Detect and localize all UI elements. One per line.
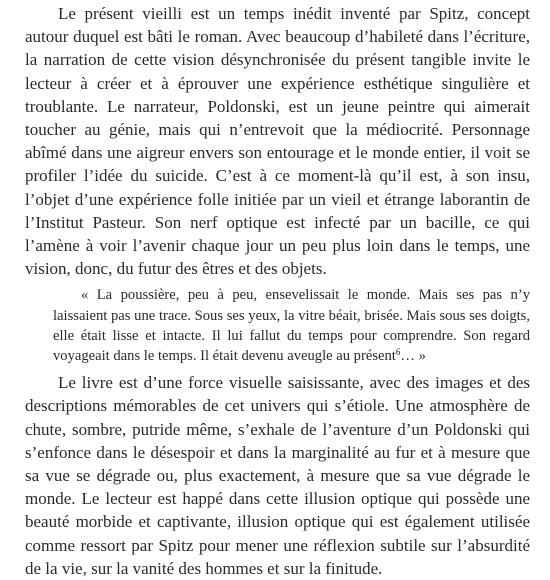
paragraph-analysis: Le livre est d’une force visuelle saisissante, avec des images et des descriptions mémorables de cet univers qui s’étiole. Une atmosphère de chute, sombre, putride même, s’exhale de l’aventure d’un Poldonski qui s’enfonce dans le désespoir et dans la marginalité au fur et à mesure que sa vue se dégrade ou, plus exactement, à mesure que sa vue dégrade le monde. Le lecteur est happé dans cette illusion optique qui possède une beauté morbide et captivante, illusion optique qui est également utilisée comme ressort par Spitz pour mener une réflexion subtile sur l’absurdité de la vie, sur la vanité des hommes et sur la finitude. <box>25 373 530 578</box>
quotation-text: « La poussière, peu à peu, ensevelissait le monde. Mais ses pas n’y laissaient pas une trace. Sous ses yeux, la vitre béait, brisée. Mais sous ses doigts, elle était lisse et intacte. Il lui fallut du temps pour comprendre. Son regard voyageait dans le temps. Il était devenu aveugle au présent <box>53 287 530 365</box>
book-review-page <box>25 0 530 580</box>
footnote-reference[interactable]: 6 <box>395 347 401 358</box>
quotation-ending: … » <box>400 348 426 365</box>
paragraph-intro: Le présent vieilli est un temps inédit inventé par Spitz, concept autour duquel est bâti le roman. Avec beaucoup d’habileté dans l’écriture, la narration de cette vision désynchronisée du présent tangible invite le lecteur à créer et à éprouver une expérience esthétique singulière et troublante. Le narrateur, Poldonski, est un jeune peintre qui aimerait toucher au génie, mais qui n’entrevoit que la médiocrité. Personnage abîmé dans une aigreur envers son entourage et le monde entier, il voit se profiler l’idée du suicide. C’est à ce moment-là qu’il est, à son insu, l’objet d’une expérience folle initiée par un vieil et étrange laborantin de l’Institut Pasteur. Son nerf optique est infecté par un bacille, ce qui l’amène à voir l’avenir chaque jour un peu plus loin dans le temps, une vision, donc, du futur des êtres et des objets. <box>25 4 530 279</box>
block-quotation <box>53 285 530 366</box>
